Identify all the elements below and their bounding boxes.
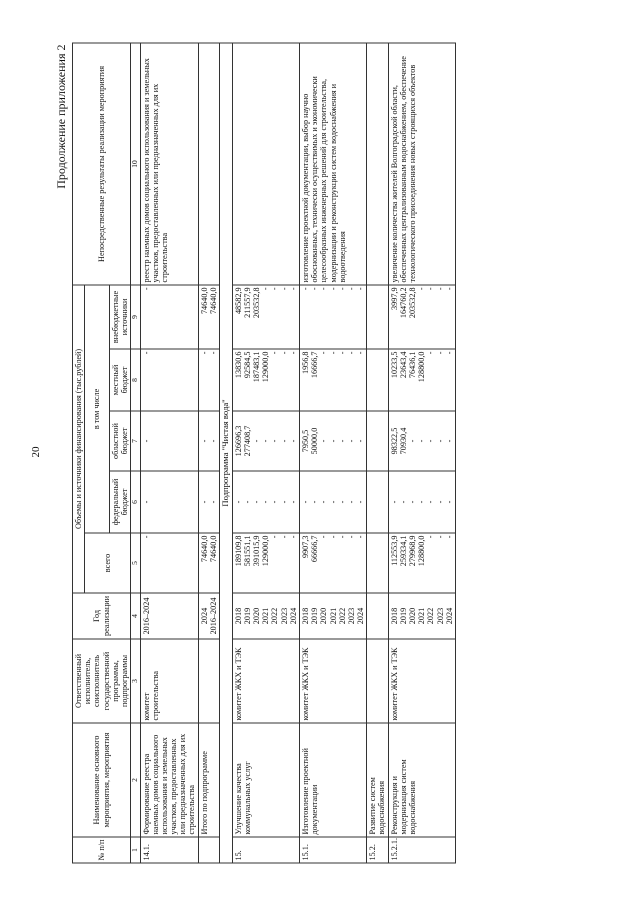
row-local — [232, 349, 299, 411]
column-number-row — [131, 42, 140, 862]
row-years-value: 2023 — [279, 607, 289, 624]
row-extra-value: 74640,0 — [208, 286, 218, 314]
row-years-value: 2019 — [242, 607, 252, 624]
row-extra-value: 48582,9 — [233, 286, 243, 314]
row-result — [367, 42, 388, 284]
row-local-value: 187483,1 — [252, 351, 262, 382]
row-federal-value: - — [300, 500, 310, 503]
row-extra-value: 74640,0 — [199, 286, 209, 314]
row-extra-value: 203532,8 — [408, 286, 418, 318]
row-federal-value: - — [346, 500, 356, 503]
row-local-value: 13830,6 — [233, 351, 243, 378]
row-local-value: - — [288, 351, 298, 354]
row-years-value: 2021 — [261, 607, 271, 624]
header-volumes: Объемы и источники финансирования (тыс.рублей) — [73, 284, 85, 592]
row-federal-value: - — [242, 500, 252, 503]
row-extra-value: - — [319, 286, 329, 290]
row-extra-value: 164760,2 — [398, 286, 408, 318]
row-regional-value: - — [288, 439, 298, 442]
row-result — [232, 42, 299, 284]
row-federal-value: - — [310, 500, 320, 503]
row-years-value: 2021 — [417, 607, 427, 624]
row-number: 15.1. — [299, 837, 366, 863]
subprogram-row — [220, 42, 233, 862]
row-local-value: - — [279, 351, 289, 354]
row-extra-value: 211557,9 — [242, 286, 252, 318]
header-total: всего — [85, 533, 131, 593]
row-extra-value: - — [288, 286, 298, 290]
row-regional-value: - — [426, 439, 436, 442]
row-years-value: 2020 — [408, 607, 418, 624]
subprogram-title: Подпрограмма "Чистая вода" — [220, 42, 233, 862]
table-row — [388, 42, 455, 862]
row-regional — [198, 411, 219, 471]
row-years-value: 2019 — [398, 607, 408, 624]
row-regional — [232, 411, 299, 471]
row-local — [140, 349, 198, 411]
row-regional-value: - — [141, 439, 151, 442]
row-federal-value: - — [279, 500, 289, 503]
row-executor: комитет ЖКХ и ТЭК — [232, 639, 299, 723]
row-name: Реконструкция и модернизация систем водоснабжения — [388, 723, 455, 837]
row-total — [299, 533, 366, 593]
row-result: реестр наемных домов социального использования и земельных участков, предоставленных или предназначенных для их строительства — [140, 42, 198, 284]
row-federal — [299, 471, 366, 533]
row-years-value: 2024 — [288, 607, 298, 624]
row-total — [367, 533, 388, 593]
row-number: 15. — [232, 837, 299, 863]
row-regional-value: - — [408, 439, 418, 442]
row-total-value: 279968,9 — [408, 535, 418, 566]
row-extra — [388, 284, 455, 348]
row-regional-value: - — [199, 439, 209, 442]
row-extra-value: - — [270, 286, 280, 290]
row-total — [140, 533, 198, 593]
row-total-value: 74640,0 — [199, 535, 209, 562]
row-total-value: - — [337, 535, 347, 538]
row-extra-value: - — [141, 286, 151, 290]
row-extra-value: - — [310, 286, 320, 290]
row-regional-value: 7950,5 — [300, 429, 310, 452]
row-name: Изготовление проектной документации — [299, 723, 366, 837]
row-local — [198, 349, 219, 411]
row-total-value: - — [356, 535, 366, 538]
row-federal-value: - — [444, 500, 454, 503]
row-extra-value: - — [279, 286, 289, 290]
row-result: изготовление проектной документации, выбор научно обоснованных, технически осуществимых и экономически целесообразных инженерных решений для строительства, модернизации и реконструкции систем водоснабжения и водоотведения — [299, 42, 366, 284]
table-row — [140, 42, 198, 862]
row-regional — [140, 411, 198, 471]
row-total-value: 9907,3 — [300, 535, 310, 558]
table-body — [131, 42, 456, 862]
row-extra-value: - — [426, 286, 436, 290]
row-extra-value: 3997,9 — [389, 286, 399, 310]
row-local-value: - — [328, 351, 338, 354]
row-federal-value: - — [435, 500, 445, 503]
col-number: 1 — [131, 837, 140, 863]
row-local-value: 128800,0 — [417, 351, 427, 382]
row-total-value: - — [444, 535, 454, 538]
row-federal — [140, 471, 198, 533]
row-local-value: - — [208, 351, 218, 354]
row-federal-value: - — [141, 500, 151, 503]
row-total-value: 189109,8 — [233, 535, 243, 566]
row-local-value: 10233,5 — [389, 351, 399, 378]
row-total-value: 112553,9 — [389, 535, 399, 566]
row-regional-value: - — [279, 439, 289, 442]
row-regional-value: 126696,3 — [233, 425, 243, 456]
row-executor — [198, 639, 219, 723]
row-regional-value: - — [270, 439, 280, 442]
row-years-value: 2016–2024 — [208, 597, 218, 634]
row-years-value: 2024 — [199, 607, 209, 624]
row-regional-value: - — [417, 439, 427, 442]
row-local-value: - — [337, 351, 347, 354]
row-federal-value: - — [328, 500, 338, 503]
row-federal — [367, 471, 388, 533]
row-extra — [140, 284, 198, 348]
row-local — [388, 349, 455, 411]
row-years-value: 2022 — [426, 607, 436, 624]
row-federal-value: - — [319, 500, 329, 503]
col-number: 3 — [131, 639, 140, 723]
row-years-value: 2023 — [346, 607, 356, 624]
row-federal-value: - — [288, 500, 298, 503]
row-regional-value: - — [261, 439, 271, 442]
col-number: 8 — [131, 349, 140, 411]
row-total — [232, 533, 299, 593]
row-total-value: - — [319, 535, 329, 538]
row-regional-value: - — [319, 439, 329, 442]
row-federal-value: - — [252, 500, 262, 503]
table-row — [198, 42, 219, 862]
col-number: 9 — [131, 284, 140, 348]
table-row — [232, 42, 299, 862]
row-local-value: - — [356, 351, 366, 354]
row-total-value: - — [346, 535, 356, 538]
row-federal-value: - — [208, 500, 218, 503]
row-result — [198, 42, 219, 284]
row-years-value: 2024 — [444, 607, 454, 624]
row-federal-value: - — [261, 500, 271, 503]
header-year: Год реализации — [73, 593, 131, 639]
row-total-value: 581551,1 — [242, 535, 252, 566]
row-regional — [388, 411, 455, 471]
row-local-value: 76436,1 — [408, 351, 418, 378]
landscape-content — [50, 30, 590, 875]
col-number: 10 — [131, 42, 140, 284]
row-regional — [367, 411, 388, 471]
row-total-value: 259334,1 — [398, 535, 408, 566]
row-total-value: - — [426, 535, 436, 538]
row-name: Улучшение качества коммунальных услуг — [232, 723, 299, 837]
row-extra — [367, 284, 388, 348]
header-local: местный бюджет — [109, 349, 130, 411]
row-years — [198, 593, 219, 639]
row-result: увеличение количества жителей Волгоградской области, обеспеченных централизованным водоснабжением, обеспечение технологического присоединения новых строящихся объектов — [388, 42, 455, 284]
row-total-value: - — [288, 535, 298, 538]
row-regional-value: - — [328, 439, 338, 442]
row-local-value: 92584,5 — [242, 351, 252, 378]
row-local — [367, 349, 388, 411]
row-regional-value: - — [252, 439, 262, 442]
row-total-value: - — [279, 535, 289, 538]
col-number: 5 — [131, 533, 140, 593]
row-extra-value: - — [328, 286, 338, 290]
row-federal-value: - — [408, 500, 418, 503]
row-local-value: - — [426, 351, 436, 354]
row-years-value: 2023 — [435, 607, 445, 624]
row-regional-value: - — [208, 439, 218, 442]
row-extra — [299, 284, 366, 348]
row-regional-value: 70930,4 — [398, 427, 408, 454]
row-federal-value: - — [356, 500, 366, 503]
row-total — [388, 533, 455, 593]
row-executor: комитет строительства — [140, 639, 198, 723]
row-regional-value: 277408,7 — [242, 425, 252, 456]
row-local-value: - — [270, 351, 280, 354]
row-local-value: 23643,4 — [398, 351, 408, 378]
page-number: 20 — [30, 446, 42, 458]
row-name: Формирование реестра наемных домов социального использования и земельных участков, предоставленных или предназначенных для их строительства — [140, 723, 198, 837]
header-results: Непосредственные результаты реализации мероприятия — [73, 42, 131, 284]
row-years — [140, 593, 198, 639]
row-local — [299, 349, 366, 411]
header-name: Наименование основного мероприятия, мероприятия — [73, 723, 131, 837]
row-executor — [367, 639, 388, 723]
row-total-value: - — [435, 535, 445, 538]
financing-table — [72, 42, 456, 863]
row-total-value: 129000,0 — [261, 535, 271, 566]
row-total-value: 66666,7 — [310, 535, 320, 562]
row-federal-value: - — [199, 500, 209, 503]
row-local-value: 1956,8 — [300, 351, 310, 374]
row-years-value: 2018 — [300, 607, 310, 624]
row-total-value: 391015,9 — [252, 535, 262, 566]
row-total-value: 74640,0 — [208, 535, 218, 562]
row-extra-value: - — [444, 286, 454, 290]
row-number — [198, 837, 219, 863]
header-including: в том числе — [85, 284, 110, 532]
row-regional — [299, 411, 366, 471]
row-years — [232, 593, 299, 639]
row-extra — [232, 284, 299, 348]
row-executor: комитет ЖКХ и ТЭК — [388, 639, 455, 723]
header-regional: областной бюджет — [109, 411, 130, 471]
row-extra-value: - — [356, 286, 366, 290]
col-number: 4 — [131, 593, 140, 639]
row-local-value: 129000,0 — [261, 351, 271, 382]
row-number: 15.2.1. — [388, 837, 455, 863]
row-federal-value: - — [426, 500, 436, 503]
row-extra-value: - — [337, 286, 347, 290]
row-total-value: - — [328, 535, 338, 538]
row-years-value: 2024 — [356, 607, 366, 624]
row-extra-value: - — [435, 286, 445, 290]
row-years-value: 2020 — [252, 607, 262, 624]
header-federal: федеральный бюджет — [109, 471, 130, 533]
row-federal-value: - — [270, 500, 280, 503]
row-federal-value: - — [398, 500, 408, 503]
row-federal — [232, 471, 299, 533]
row-local-value: - — [319, 351, 329, 354]
row-regional-value: - — [444, 439, 454, 442]
row-local-value: - — [444, 351, 454, 354]
row-total — [198, 533, 219, 593]
row-extra-value: - — [346, 286, 356, 290]
col-number: 6 — [131, 471, 140, 533]
row-total-value: 128800,0 — [417, 535, 427, 566]
row-regional-value: - — [356, 439, 366, 442]
row-number: 14.1. — [140, 837, 198, 863]
row-number: 15.2. — [367, 837, 388, 863]
row-federal — [388, 471, 455, 533]
row-federal — [198, 471, 219, 533]
row-years — [299, 593, 366, 639]
row-extra-value: 203532,8 — [252, 286, 262, 318]
row-local-value: - — [199, 351, 209, 354]
row-regional-value: - — [346, 439, 356, 442]
row-name: Развитие систем водоснабжения — [367, 723, 388, 837]
row-years-value: 2018 — [233, 607, 243, 624]
header-extra: внебюджетные источники — [109, 284, 130, 348]
row-local-value: - — [346, 351, 356, 354]
table-row — [299, 42, 366, 862]
row-total-value: - — [141, 535, 151, 538]
row-years-value: 2018 — [389, 607, 399, 624]
continuation-caption: Продолжение приложения 2 — [54, 44, 68, 189]
row-name: Итого по подпрограмме — [198, 723, 219, 837]
col-number: 2 — [131, 723, 140, 837]
table-row — [367, 42, 388, 862]
row-years-value: 2022 — [337, 607, 347, 624]
row-years — [367, 593, 388, 639]
row-years-value: 2016–2024 — [141, 597, 151, 634]
row-local-value: 16666,7 — [310, 351, 320, 378]
row-regional-value: - — [435, 439, 445, 442]
row-extra-value: - — [417, 286, 427, 290]
row-regional-value: - — [337, 439, 347, 442]
row-executor: комитет ЖКХ и ТЭК — [299, 639, 366, 723]
header-no: № п/п — [73, 837, 131, 863]
row-federal-value: - — [337, 500, 347, 503]
row-total-value: - — [270, 535, 280, 538]
row-extra-value: - — [261, 286, 271, 290]
row-regional-value: 50000,0 — [310, 427, 320, 454]
row-federal-value: - — [389, 500, 399, 503]
row-years-value: 2022 — [270, 607, 280, 624]
row-local-value: - — [435, 351, 445, 354]
row-years — [388, 593, 455, 639]
row-extra-value: - — [300, 286, 310, 290]
col-number: 7 — [131, 411, 140, 471]
row-years-value: 2020 — [319, 607, 329, 624]
row-extra — [198, 284, 219, 348]
row-years-value: 2019 — [310, 607, 320, 624]
row-federal-value: - — [417, 500, 427, 503]
row-regional-value: 98322,5 — [389, 427, 399, 454]
row-years-value: 2021 — [328, 607, 338, 624]
row-local-value: - — [141, 351, 151, 354]
header-executor: Ответственный исполнитель, соисполнитель государственной программы, подпрограммы — [73, 639, 131, 723]
row-federal-value: - — [233, 500, 243, 503]
